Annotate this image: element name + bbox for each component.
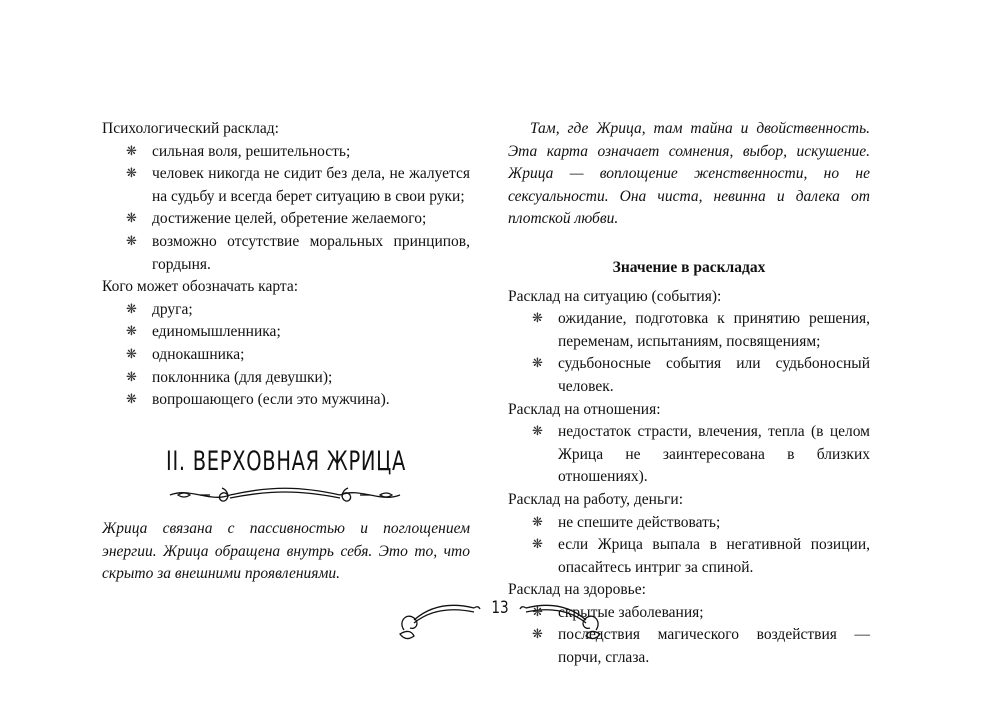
list-item: ❋ вопрошающего (если это мужчина). (102, 389, 470, 412)
list-item: ❋ сильная воля, решительность; (102, 141, 470, 164)
flower-bullet-icon: ❋ (126, 233, 137, 249)
list-item: ❋ возможно отсутствие моральных принципов, гордыня. (126, 232, 470, 273)
section-list (508, 512, 870, 580)
list-item: ❋ не спешите действовать; (508, 512, 870, 535)
flower-bullet-icon: ❋ (532, 311, 543, 327)
flower-bullet-icon: ❋ (532, 604, 543, 620)
page-number: 13 (491, 598, 509, 618)
left-column (102, 118, 470, 412)
list-item: ❋ поклонника (для девушки); (102, 367, 470, 390)
section-label: Расклад на ситуацию (события): (508, 287, 722, 305)
list-item: ❋ ожидание, подготовка к принятию решения, переменам, испытаниям, посвящениям; (532, 310, 870, 350)
list-item: ❋ друга; (102, 299, 470, 322)
flower-bullet-icon: ❋ (126, 324, 137, 340)
chapter-intro: Жрица связана с пассивностью и поглощением энергии. Жрица обращена внутрь себя. Это то, что скрыто за внешними проявлениями. (102, 520, 470, 583)
flower-bullet-icon: ❋ (126, 143, 137, 159)
right-column (508, 118, 870, 670)
flower-bullet-icon: ❋ (126, 369, 137, 385)
list-item: ❋ если Жрица выпала в негативной позиции, опасайтесь интриг за спиной. (532, 536, 870, 576)
who-card-label: Кого может обозначать карта: (102, 278, 299, 296)
page-footer (390, 590, 610, 648)
list-item: ❋ человек никогда не сидит без дела, не жалуется на судьбу и всегда берет ситуацию в свои руки; (126, 165, 470, 205)
section-heading: Значение в раскладах (612, 258, 766, 276)
chapter-title: II. ВЕРХОВНАЯ ЖРИЦА (165, 446, 407, 477)
psych-spread-label: Психологический расклад: (102, 120, 279, 137)
list-item: ❋ недостаток страсти, влечения, тепла (в целом Жрица не заинтересована в близких отношениях). (532, 423, 870, 486)
list-item: ❋ судьбоносные события или судьбоносный человек. (532, 355, 870, 395)
chapter-ornament-icon (160, 478, 410, 508)
flower-bullet-icon: ❋ (126, 392, 137, 408)
flower-bullet-icon: ❋ (532, 356, 543, 372)
flower-bullet-icon: ❋ (126, 166, 137, 182)
section-label: Расклад на отношения: (508, 400, 661, 418)
priestess-intro: Там, где Жрица, там тайна и двойственность. Эта карта означает сомнения, выбор, искушение. Жрица — воплощение женственности, но не сексуальности. Она чиста, невинна и далека от плотской любви. (508, 120, 870, 228)
list-item: ❋ последствия магического воздействия — порчи, сглаза. (532, 626, 870, 667)
flower-bullet-icon: ❋ (532, 537, 543, 553)
psych-spread-list (102, 141, 470, 277)
flower-bullet-icon: ❋ (532, 514, 543, 530)
section-list (508, 421, 870, 489)
flower-bullet-icon: ❋ (532, 627, 543, 643)
flower-bullet-icon: ❋ (126, 301, 137, 317)
list-item: ❋ однокашника; (102, 344, 470, 367)
list-item: ❋ достижение целей, обретение желаемого; (102, 208, 470, 231)
flower-bullet-icon: ❋ (126, 211, 137, 227)
flower-bullet-icon: ❋ (532, 424, 543, 440)
list-item: ❋ единомышленника; (102, 321, 470, 344)
section-label: Расклад на здоровье: (508, 581, 646, 599)
who-card-list (102, 299, 470, 412)
section-label: Расклад на работу, деньги: (508, 490, 684, 508)
list-item: ❋ скрытые заболевания; (508, 602, 870, 625)
flower-bullet-icon: ❋ (126, 346, 137, 362)
section-list (508, 308, 870, 398)
